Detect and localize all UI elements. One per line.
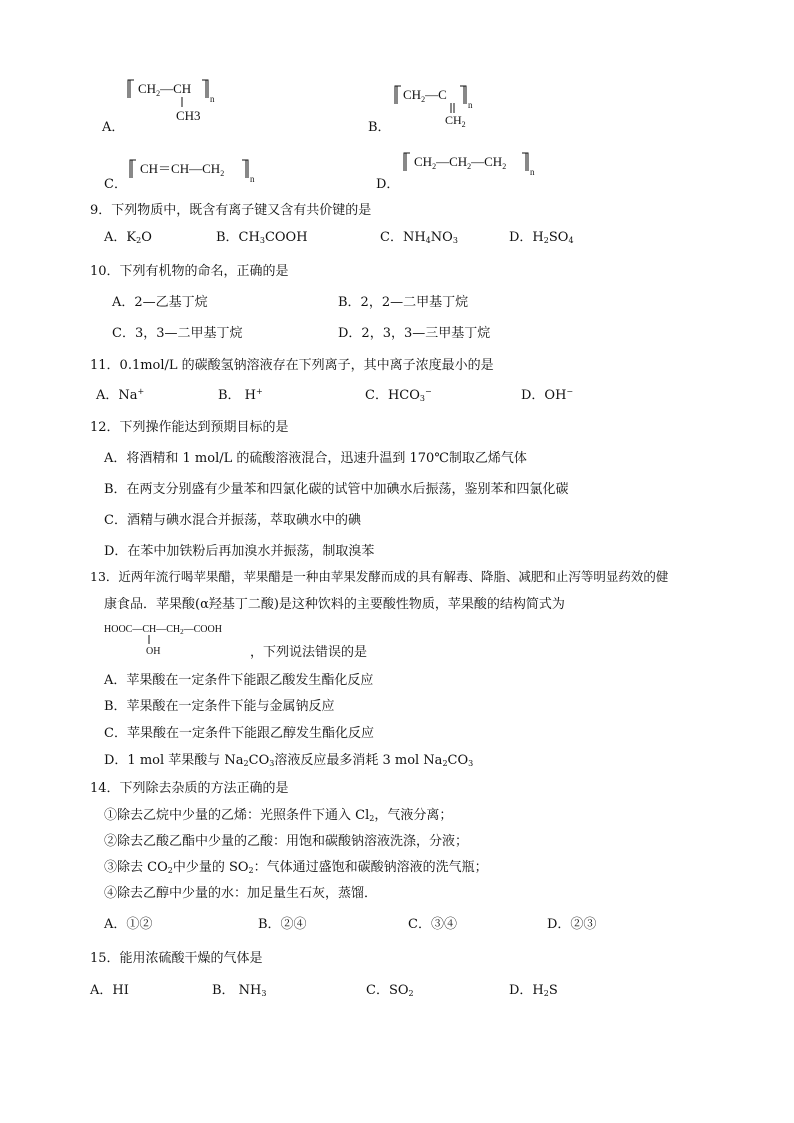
q14-option-b: B．②④ — [258, 917, 307, 932]
q13-branch-oh: OH — [146, 646, 161, 657]
q11-option-d: D．OH− — [521, 387, 574, 403]
q15-option-c: C．$SO_2$ — [366, 983, 414, 998]
q8-option-d-structure — [404, 151, 544, 181]
q9-stem: 9．下列物质中，既含有离子键又含有共价键的是 — [90, 203, 372, 218]
q9-option-b: B．$CH_3COOH$ — [216, 230, 308, 245]
q14-stem: 14．下列除去杂质的方法正确的是 — [90, 781, 289, 796]
svg-text:HOOC—CH—CH2—COOH: $HOOC—CH—CH_2—COOH$ — [104, 624, 222, 636]
q8-option-d-label: D． — [376, 177, 400, 192]
q13-option-d: D．1 mol 苹果酸与 $Na_2CO_3$溶液反应最多消耗 3 mol $Na_2CO_3$ — [104, 753, 474, 768]
q13-option-a: A．苹果酸在一定条件下能跟乙酸发生酯化反应 — [104, 673, 374, 688]
q8a-branch: CH3 — [176, 108, 201, 123]
q11-stem: 11．0.1mol/L 的碳酸氢钠溶液存在下列离子，其中离子浓度最小的是 — [90, 358, 494, 373]
q8-option-c-label: C． — [104, 177, 127, 192]
q8-option-b-label: B． — [368, 120, 391, 135]
q14-item-4: ④除去乙醇中少量的水：加足量生石灰，蒸馏． — [104, 886, 378, 901]
q15-option-b: B． $NH_3$ — [212, 983, 267, 998]
q8-option-c-structure — [130, 158, 260, 188]
q12-stem: 12．下列操作能达到预期目标的是 — [90, 420, 289, 435]
q12-option-c: C．酒精与碘水混合并振荡，萃取碘水中的碘 — [104, 513, 361, 528]
q8-option-a-label: A． — [102, 120, 125, 135]
q12-option-a: A．将酒精和 1 mol/L 的硫酸溶液混合，迅速升温到 170℃制取乙烯气体 — [104, 451, 527, 466]
q13-stem-tail: ，下列说法错误的是 — [250, 645, 368, 660]
q14-option-c: C．③④ — [408, 917, 457, 932]
q13-stem-line2: 康食品．苹果酸(α羟基丁二酸)是这种饮料的主要酸性物质，苹果酸的结构简式为 — [104, 597, 565, 612]
q12-option-b: B．在两支分别盛有少量苯和四氯化碳的试管中加碘水后振荡，鉴别苯和四氯化碳 — [104, 482, 569, 497]
svg-text:n: n — [250, 174, 255, 184]
svg-text:CH2—CH: $CH_2—CH$ — [138, 81, 192, 98]
q8-option-a-structure — [128, 78, 228, 126]
q9-option-d: D．$H_2SO_4$ — [509, 230, 574, 245]
q10-option-c: C．3，3—二甲基丁烷 — [112, 326, 243, 341]
svg-text:CH＝CH—CH2: $CH=CH—CH_2$ — [140, 161, 225, 178]
svg-text:CH2: $CH_2$ — [445, 113, 466, 129]
q10-option-a: A．2—乙基丁烷 — [112, 295, 208, 310]
q10-stem: 10．下列有机物的命名，正确的是 — [90, 264, 289, 279]
q14-item-3: ③除去 $CO_2$中少量的 $SO_2$：气体通过盛饱和碳酸钠溶液的洗气瓶； — [104, 860, 488, 875]
svg-text:CH2—CH2—CH2: $CH_2—CH_2—CH_2$ — [414, 154, 507, 171]
q11-option-a: A．Na+ — [96, 387, 145, 403]
q11-option-b: B． H+ — [218, 387, 263, 403]
q9-option-a: A．$K_2O$ — [104, 230, 152, 245]
q13-stem-line1: 13．近两年流行喝苹果醋，苹果醋是一种由苹果发酵而成的具有解毒、降脂、减肥和止泻等明显药效的健 — [90, 569, 669, 584]
q15-stem: 15．能用浓硫酸干燥的气体是 — [90, 951, 263, 966]
svg-text:n: n — [210, 94, 215, 104]
q13-option-b: B．苹果酸在一定条件下能与金属钠反应 — [104, 699, 335, 714]
svg-text:CH2—C: $CH_2—C$ — [403, 87, 447, 104]
q14-item-1: ①除去乙烷中少量的乙烯：光照条件下通入 $Cl_2$，气液分离； — [104, 808, 453, 823]
svg-text:n: n — [468, 100, 473, 110]
q11-option-c: C．$HCO_3^-$ — [365, 387, 432, 403]
q10-option-b: B．2，2—二甲基丁烷 — [338, 295, 469, 310]
q14-item-2: ②除去乙酸乙酯中少量的乙酸：用饱和碳酸钠溶液洗涤，分液； — [104, 834, 469, 849]
q9-option-c: C．$NH_4NO_3$ — [380, 230, 458, 245]
q14-option-a: A．①② — [104, 917, 153, 932]
q13-malic-acid-structure — [104, 621, 244, 657]
q13-option-c: C．苹果酸在一定条件下能跟乙醇发生酯化反应 — [104, 726, 374, 741]
q15-option-d: D．$H_2S$ — [509, 983, 558, 998]
q14-option-d: D．②③ — [547, 917, 597, 932]
q12-option-d: D．在苯中加铁粉后再加溴水并振荡，制取溴苯 — [104, 544, 375, 559]
svg-text:n: n — [530, 167, 535, 177]
q8-option-b-structure — [395, 84, 495, 132]
q10-option-d: D．2，3，3—三甲基丁烷 — [338, 326, 491, 341]
q15-option-a: A．HI — [90, 983, 129, 998]
